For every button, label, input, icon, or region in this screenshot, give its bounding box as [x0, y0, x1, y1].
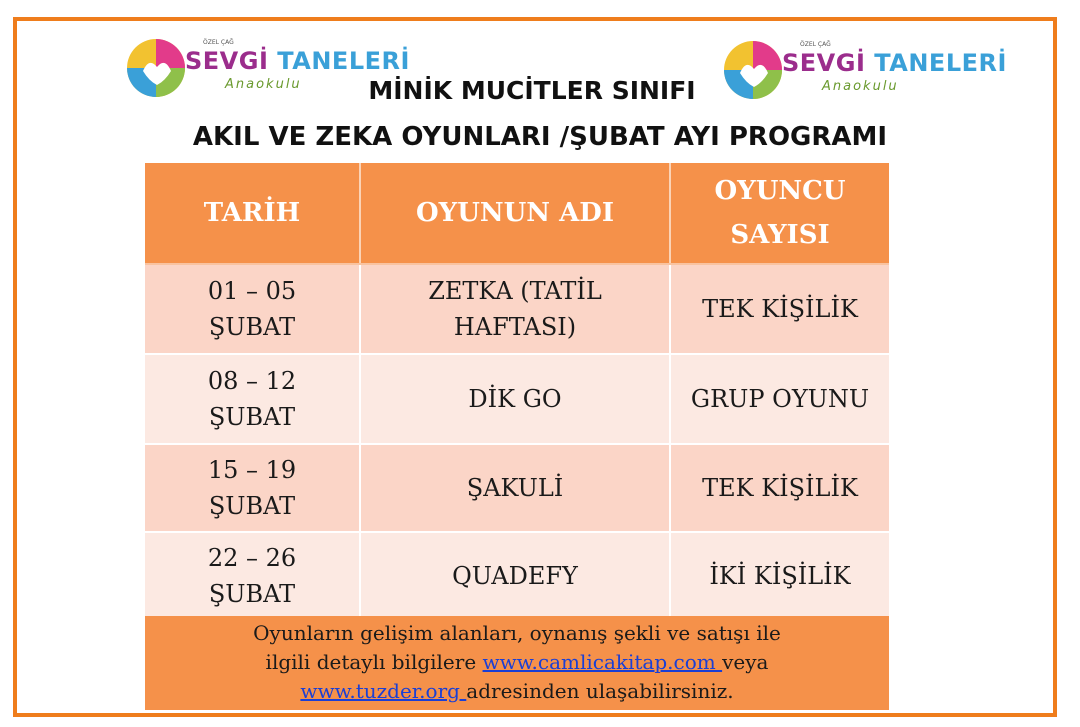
- class-title: MİNİK MUCİTLER SINIFI: [368, 76, 696, 105]
- date-cell: 15 – 19 ŞUBAT: [145, 444, 360, 532]
- table-row: [145, 444, 889, 532]
- date-cell: 01 – 05 ŞUBAT: [145, 264, 360, 354]
- players-cell: TEK KİŞİLİK: [670, 444, 889, 532]
- logo-subtitle: Anaokulu: [225, 77, 302, 92]
- game-cell: ZETKA (TATİL HAFTASI): [360, 264, 670, 354]
- schedule-table: [145, 163, 889, 621]
- table-row: [145, 532, 889, 620]
- table-header-row: [145, 163, 889, 264]
- header-game-name: OYUNUN ADI: [360, 163, 670, 264]
- footer-line-1: Oyunların gelişim alanları, oynanış şekli ve satışı ile: [253, 621, 781, 645]
- players-cell: GRUP OYUNU: [670, 354, 889, 444]
- table-row: [145, 354, 889, 444]
- info-footer: [145, 616, 889, 710]
- date-cell: 22 – 26 ŞUBAT: [145, 532, 360, 620]
- logo-wordmark: SEVGİ TANELERİ: [782, 49, 1007, 77]
- logo-tiny-text: ÖZEL ÇAĞ: [203, 39, 234, 46]
- logo-wordmark: SEVGİ TANELERİ: [185, 47, 410, 75]
- footer-line-2: ilgili detaylı bilgilere www.camlicakitap.com veya: [265, 650, 769, 674]
- header-date: TARİH: [145, 163, 360, 264]
- game-cell: ŞAKULİ: [360, 444, 670, 532]
- logo-tiny-text: ÖZEL ÇAĞ: [800, 41, 831, 48]
- header-player-count: OYUNCU SAYISI: [670, 163, 889, 264]
- game-cell: DİK GO: [360, 354, 670, 444]
- footer-line-3: www.tuzder.org adresinden ulaşabilirsiniz.: [300, 679, 734, 703]
- logo-subtitle: Anaokulu: [822, 79, 899, 94]
- program-title: AKIL VE ZEKA OYUNLARI /ŞUBAT AYI PROGRAMI: [192, 122, 888, 152]
- date-cell: 08 – 12 ŞUBAT: [145, 354, 360, 444]
- tuzder-link[interactable]: www.tuzder.org: [300, 679, 467, 703]
- players-cell: TEK KİŞİLİK: [670, 264, 889, 354]
- game-cell: QUADEFY: [360, 532, 670, 620]
- table-row: [145, 264, 889, 354]
- players-cell: İKİ KİŞİLİK: [670, 532, 889, 620]
- camlicakitap-link[interactable]: www.camlicakitap.com: [482, 650, 723, 674]
